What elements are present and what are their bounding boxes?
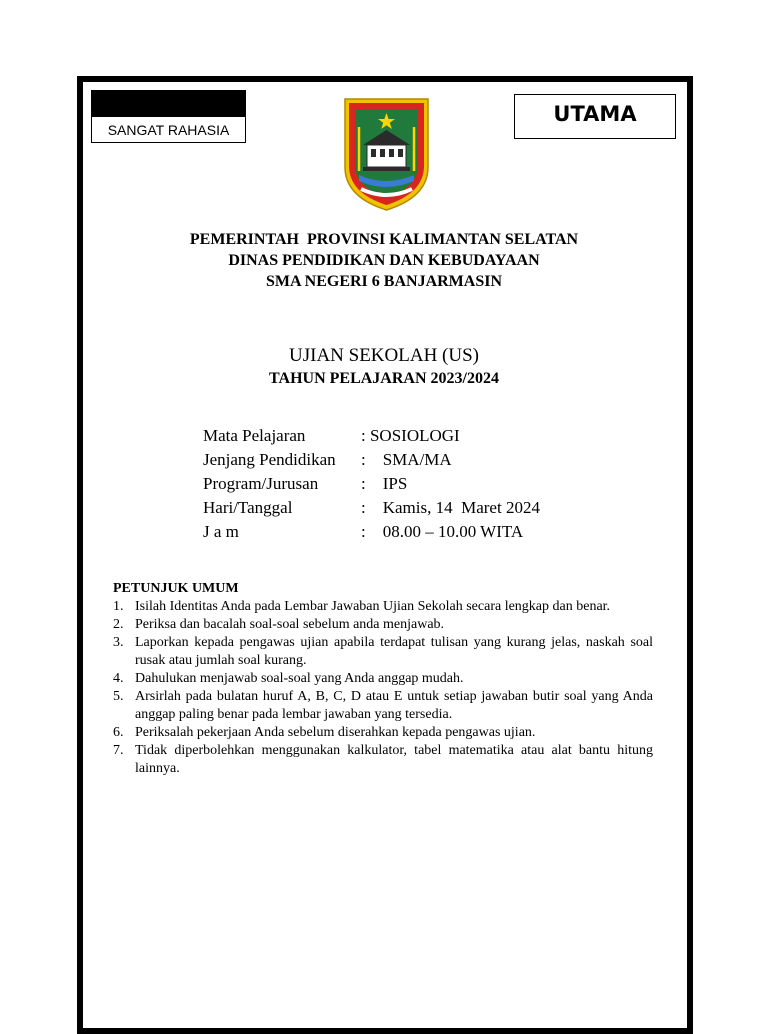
- info-value: : SOSIOLOGI: [361, 426, 460, 445]
- page-border: [77, 76, 693, 1034]
- list-item: [113, 598, 653, 616]
- info-row-level: [203, 448, 603, 472]
- item-text: Isilah Identitas Anda pada Lembar Jawaban Ujian Sekolah secara lengkap dan benar.: [135, 599, 611, 614]
- item-text: Periksalah pekerjaan Anda sebelum diserahkan kepada pengawas ujian.: [135, 725, 536, 740]
- info-row-subject: [203, 424, 603, 448]
- info-label: Mata Pelajaran: [203, 426, 306, 445]
- document-classification-box: [91, 90, 246, 143]
- version-badge: UTAMA: [514, 94, 676, 139]
- exam-title: UJIAN SEKOLAH (US): [289, 345, 479, 366]
- item-text: Periksa dan bacalah soal-soal sebelum anda menjawab.: [135, 617, 445, 632]
- item-number: 7.: [113, 743, 124, 758]
- institution-header: [84, 229, 684, 292]
- info-label: Jenjang Pendidikan: [203, 450, 336, 469]
- header-line-2: DINAS PENDIDIKAN DAN KEBUDAYAAN: [228, 252, 540, 269]
- item-number: 1.: [113, 599, 124, 614]
- item-number: 6.: [113, 725, 124, 740]
- info-row-date: [203, 496, 603, 520]
- list-item: [113, 670, 653, 688]
- coat-of-arms-icon: [343, 97, 430, 212]
- doc-class-label: DOKUMEN NEGARA: [92, 91, 245, 117]
- item-number: 2.: [113, 617, 124, 632]
- info-label: Program/Jurusan: [203, 474, 319, 493]
- info-value: : 08.00 – 10.00 WITA: [361, 522, 524, 541]
- list-item: [113, 634, 653, 670]
- header-line-3: SMA NEGERI 6 BANJARMASIN: [265, 273, 503, 290]
- item-text: Dahulukan menjawab soal-soal yang Anda anggap mudah.: [135, 671, 464, 686]
- general-instructions: [113, 580, 653, 778]
- instructions-title: PETUNJUK UMUM: [113, 581, 239, 596]
- list-item: [113, 616, 653, 634]
- list-item: [113, 724, 653, 742]
- exam-info-table: [203, 424, 603, 544]
- item-text: Tidak diperbolehkan menggunakan kalkulator, tabel matematika atau alat bantu hitung lainnya.: [135, 743, 653, 776]
- instructions-list: [113, 598, 653, 778]
- exam-year: TAHUN PELAJARAN 2023/2024: [269, 370, 499, 387]
- info-value: : SMA/MA: [361, 450, 452, 469]
- info-value: : Kamis, 14 Maret 2024: [361, 498, 540, 517]
- item-text: Arsirlah pada bulatan huruf A, B, C, D atau E untuk setiap jawaban butir soal yang Anda anggap paling benar pada lembar jawaban yang tersedia.: [135, 689, 653, 722]
- item-number: 3.: [113, 635, 124, 650]
- item-number: 4.: [113, 671, 124, 686]
- item-text: Laporkan kepada pengawas ujian apabila terdapat tulisan yang kurang jelas, naskah soal rusak atau jumlah soal kurang.: [135, 635, 653, 668]
- info-row-time: [203, 520, 603, 544]
- info-label: J a m: [203, 522, 239, 541]
- item-number: 5.: [113, 689, 124, 704]
- header-line-1: PEMERINTAH PROVINSI KALIMANTAN SELATAN: [189, 231, 579, 248]
- secrecy-label: SANGAT RAHASIA: [107, 122, 230, 138]
- info-row-program: [203, 472, 603, 496]
- info-label: Hari/Tanggal: [203, 498, 293, 517]
- info-value: : IPS: [361, 474, 408, 493]
- list-item: [113, 688, 653, 724]
- list-item: [113, 742, 653, 778]
